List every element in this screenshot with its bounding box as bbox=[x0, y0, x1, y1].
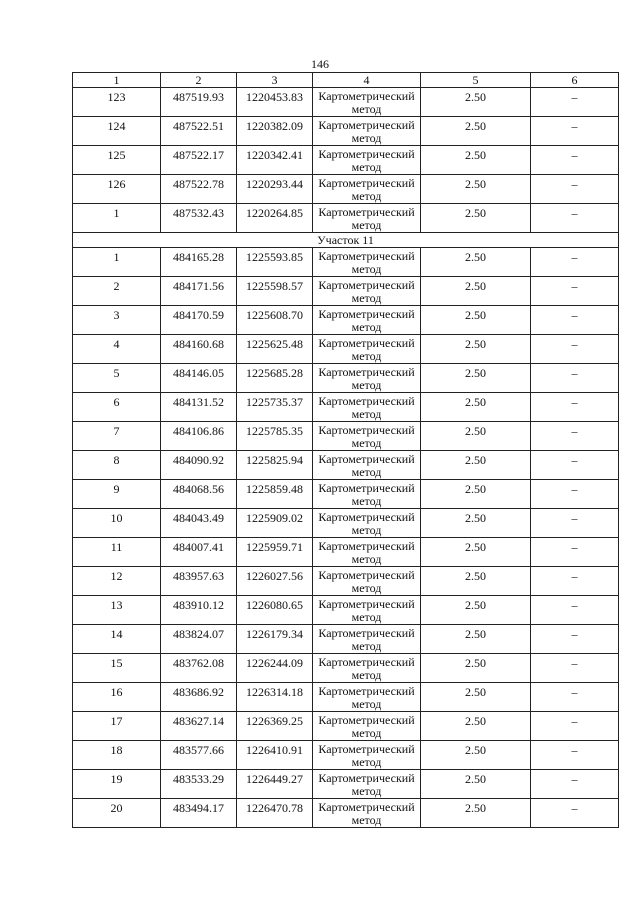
y-coordinate-cell: 1225859.48 bbox=[237, 480, 313, 509]
table-row bbox=[73, 480, 619, 509]
accuracy-cell: 2.50 bbox=[421, 88, 531, 117]
method-cell: Картометрический метод bbox=[313, 117, 421, 146]
x-coordinate-cell: 487522.17 bbox=[161, 146, 237, 175]
y-coordinate-cell: 1226244.09 bbox=[237, 654, 313, 683]
point-number-cell: 15 bbox=[73, 654, 161, 683]
point-number-cell: 123 bbox=[73, 88, 161, 117]
y-coordinate-cell: 1226470.78 bbox=[237, 799, 313, 828]
y-coordinate-cell: 1226027.56 bbox=[237, 567, 313, 596]
y-coordinate-cell: 1226449.27 bbox=[237, 770, 313, 799]
method-cell: Картометрический метод bbox=[313, 451, 421, 480]
point-number-cell: 18 bbox=[73, 741, 161, 770]
table-row bbox=[73, 204, 619, 233]
method-cell: Картометрический метод bbox=[313, 422, 421, 451]
method-cell: Картометрический метод bbox=[313, 146, 421, 175]
point-number-cell: 19 bbox=[73, 770, 161, 799]
y-coordinate-cell: 1220342.41 bbox=[237, 146, 313, 175]
method-cell: Картометрический метод bbox=[313, 204, 421, 233]
method-cell: Картометрический метод bbox=[313, 770, 421, 799]
note-cell: – bbox=[531, 306, 619, 335]
accuracy-cell: 2.50 bbox=[421, 364, 531, 393]
x-coordinate-cell: 483762.08 bbox=[161, 654, 237, 683]
y-coordinate-cell: 1225785.35 bbox=[237, 422, 313, 451]
y-coordinate-cell: 1220264.85 bbox=[237, 204, 313, 233]
point-number-cell: 3 bbox=[73, 306, 161, 335]
table-row bbox=[73, 741, 619, 770]
coordinates-table bbox=[72, 72, 619, 828]
method-cell: Картометрический метод bbox=[313, 712, 421, 741]
y-coordinate-cell: 1225593.85 bbox=[237, 248, 313, 277]
note-cell: – bbox=[531, 277, 619, 306]
note-cell: – bbox=[531, 146, 619, 175]
accuracy-cell: 2.50 bbox=[421, 567, 531, 596]
method-cell: Картометрический метод bbox=[313, 654, 421, 683]
note-cell: – bbox=[531, 451, 619, 480]
point-number-cell: 2 bbox=[73, 277, 161, 306]
y-coordinate-cell: 1225909.02 bbox=[237, 509, 313, 538]
table-row bbox=[73, 117, 619, 146]
table-row bbox=[73, 422, 619, 451]
y-coordinate-cell: 1226369.25 bbox=[237, 712, 313, 741]
accuracy-cell: 2.50 bbox=[421, 146, 531, 175]
point-number-cell: 124 bbox=[73, 117, 161, 146]
table-row bbox=[73, 393, 619, 422]
x-coordinate-cell: 484090.92 bbox=[161, 451, 237, 480]
y-coordinate-cell: 1225608.70 bbox=[237, 306, 313, 335]
accuracy-cell: 2.50 bbox=[421, 306, 531, 335]
method-cell: Картометрический метод bbox=[313, 88, 421, 117]
table-row bbox=[73, 770, 619, 799]
x-coordinate-cell: 483533.29 bbox=[161, 770, 237, 799]
x-coordinate-cell: 484007.41 bbox=[161, 538, 237, 567]
y-coordinate-cell: 1220293.44 bbox=[237, 175, 313, 204]
y-coordinate-cell: 1225598.57 bbox=[237, 277, 313, 306]
note-cell: – bbox=[531, 204, 619, 233]
accuracy-cell: 2.50 bbox=[421, 204, 531, 233]
x-coordinate-cell: 483910.12 bbox=[161, 596, 237, 625]
method-cell: Картометрический метод bbox=[313, 248, 421, 277]
x-coordinate-cell: 484146.05 bbox=[161, 364, 237, 393]
column-header: 6 bbox=[531, 73, 619, 88]
method-cell: Картометрический метод bbox=[313, 335, 421, 364]
x-coordinate-cell: 483494.17 bbox=[161, 799, 237, 828]
table-row bbox=[73, 596, 619, 625]
column-header: 3 bbox=[237, 73, 313, 88]
method-cell: Картометрический метод bbox=[313, 625, 421, 654]
accuracy-cell: 2.50 bbox=[421, 422, 531, 451]
x-coordinate-cell: 484043.49 bbox=[161, 509, 237, 538]
method-cell: Картометрический метод bbox=[313, 393, 421, 422]
y-coordinate-cell: 1226410.91 bbox=[237, 741, 313, 770]
point-number-cell: 9 bbox=[73, 480, 161, 509]
point-number-cell: 8 bbox=[73, 451, 161, 480]
y-coordinate-cell: 1226080.65 bbox=[237, 596, 313, 625]
method-cell: Картометрический метод bbox=[313, 306, 421, 335]
accuracy-cell: 2.50 bbox=[421, 480, 531, 509]
method-cell: Картометрический метод bbox=[313, 538, 421, 567]
table-row bbox=[73, 248, 619, 277]
table-row bbox=[73, 88, 619, 117]
accuracy-cell: 2.50 bbox=[421, 741, 531, 770]
point-number-cell: 125 bbox=[73, 146, 161, 175]
x-coordinate-cell: 487532.43 bbox=[161, 204, 237, 233]
y-coordinate-cell: 1225825.94 bbox=[237, 451, 313, 480]
method-cell: Картометрический метод bbox=[313, 364, 421, 393]
point-number-cell: 16 bbox=[73, 683, 161, 712]
table-row bbox=[73, 335, 619, 364]
accuracy-cell: 2.50 bbox=[421, 683, 531, 712]
table-row bbox=[73, 277, 619, 306]
point-number-cell: 17 bbox=[73, 712, 161, 741]
section-title: Участок 11 bbox=[73, 233, 619, 248]
x-coordinate-cell: 483824.07 bbox=[161, 625, 237, 654]
table-row bbox=[73, 538, 619, 567]
method-cell: Картометрический метод bbox=[313, 799, 421, 828]
page-number: 146 bbox=[311, 57, 329, 71]
accuracy-cell: 2.50 bbox=[421, 277, 531, 306]
accuracy-cell: 2.50 bbox=[421, 596, 531, 625]
table-row bbox=[73, 683, 619, 712]
note-cell: – bbox=[531, 393, 619, 422]
note-cell: – bbox=[531, 799, 619, 828]
point-number-cell: 4 bbox=[73, 335, 161, 364]
point-number-cell: 7 bbox=[73, 422, 161, 451]
accuracy-cell: 2.50 bbox=[421, 712, 531, 741]
table-row bbox=[73, 364, 619, 393]
note-cell: – bbox=[531, 248, 619, 277]
note-cell: – bbox=[531, 364, 619, 393]
note-cell: – bbox=[531, 480, 619, 509]
note-cell: – bbox=[531, 422, 619, 451]
column-header: 4 bbox=[313, 73, 421, 88]
x-coordinate-cell: 484131.52 bbox=[161, 393, 237, 422]
accuracy-cell: 2.50 bbox=[421, 654, 531, 683]
table-row bbox=[73, 625, 619, 654]
x-coordinate-cell: 487519.93 bbox=[161, 88, 237, 117]
point-number-cell: 1 bbox=[73, 248, 161, 277]
y-coordinate-cell: 1225685.28 bbox=[237, 364, 313, 393]
table-row bbox=[73, 712, 619, 741]
method-cell: Картометрический метод bbox=[313, 509, 421, 538]
point-number-cell: 5 bbox=[73, 364, 161, 393]
accuracy-cell: 2.50 bbox=[421, 117, 531, 146]
accuracy-cell: 2.50 bbox=[421, 335, 531, 364]
x-coordinate-cell: 483686.92 bbox=[161, 683, 237, 712]
note-cell: – bbox=[531, 335, 619, 364]
table-header-row bbox=[73, 73, 619, 88]
method-cell: Картометрический метод bbox=[313, 596, 421, 625]
x-coordinate-cell: 487522.78 bbox=[161, 175, 237, 204]
point-number-cell: 1 bbox=[73, 204, 161, 233]
x-coordinate-cell: 483577.66 bbox=[161, 741, 237, 770]
x-coordinate-cell: 484106.86 bbox=[161, 422, 237, 451]
accuracy-cell: 2.50 bbox=[421, 451, 531, 480]
note-cell: – bbox=[531, 741, 619, 770]
note-cell: – bbox=[531, 175, 619, 204]
method-cell: Картометрический метод bbox=[313, 683, 421, 712]
y-coordinate-cell: 1220453.83 bbox=[237, 88, 313, 117]
accuracy-cell: 2.50 bbox=[421, 509, 531, 538]
note-cell: – bbox=[531, 596, 619, 625]
x-coordinate-cell: 483627.14 bbox=[161, 712, 237, 741]
note-cell: – bbox=[531, 88, 619, 117]
y-coordinate-cell: 1225625.48 bbox=[237, 335, 313, 364]
x-coordinate-cell: 484160.68 bbox=[161, 335, 237, 364]
note-cell: – bbox=[531, 509, 619, 538]
note-cell: – bbox=[531, 117, 619, 146]
table-row bbox=[73, 654, 619, 683]
column-header: 1 bbox=[73, 73, 161, 88]
method-cell: Картометрический метод bbox=[313, 480, 421, 509]
table-row bbox=[73, 146, 619, 175]
table-row bbox=[73, 799, 619, 828]
note-cell: – bbox=[531, 654, 619, 683]
point-number-cell: 126 bbox=[73, 175, 161, 204]
accuracy-cell: 2.50 bbox=[421, 799, 531, 828]
table-row bbox=[73, 306, 619, 335]
x-coordinate-cell: 484068.56 bbox=[161, 480, 237, 509]
table-row bbox=[73, 451, 619, 480]
accuracy-cell: 2.50 bbox=[421, 393, 531, 422]
x-coordinate-cell: 484165.28 bbox=[161, 248, 237, 277]
note-cell: – bbox=[531, 625, 619, 654]
table-row bbox=[73, 567, 619, 596]
point-number-cell: 14 bbox=[73, 625, 161, 654]
point-number-cell: 11 bbox=[73, 538, 161, 567]
method-cell: Картометрический метод bbox=[313, 567, 421, 596]
y-coordinate-cell: 1225735.37 bbox=[237, 393, 313, 422]
x-coordinate-cell: 484171.56 bbox=[161, 277, 237, 306]
column-header: 2 bbox=[161, 73, 237, 88]
column-header: 5 bbox=[421, 73, 531, 88]
table-body bbox=[73, 73, 619, 828]
table-row bbox=[73, 509, 619, 538]
table-row bbox=[73, 175, 619, 204]
accuracy-cell: 2.50 bbox=[421, 248, 531, 277]
note-cell: – bbox=[531, 683, 619, 712]
point-number-cell: 20 bbox=[73, 799, 161, 828]
method-cell: Картометрический метод bbox=[313, 741, 421, 770]
note-cell: – bbox=[531, 538, 619, 567]
y-coordinate-cell: 1226179.34 bbox=[237, 625, 313, 654]
y-coordinate-cell: 1226314.18 bbox=[237, 683, 313, 712]
note-cell: – bbox=[531, 567, 619, 596]
section-title-row bbox=[73, 233, 619, 248]
point-number-cell: 13 bbox=[73, 596, 161, 625]
x-coordinate-cell: 483957.63 bbox=[161, 567, 237, 596]
y-coordinate-cell: 1225959.71 bbox=[237, 538, 313, 567]
point-number-cell: 10 bbox=[73, 509, 161, 538]
note-cell: – bbox=[531, 712, 619, 741]
accuracy-cell: 2.50 bbox=[421, 625, 531, 654]
method-cell: Картометрический метод bbox=[313, 175, 421, 204]
accuracy-cell: 2.50 bbox=[421, 175, 531, 204]
accuracy-cell: 2.50 bbox=[421, 538, 531, 567]
y-coordinate-cell: 1220382.09 bbox=[237, 117, 313, 146]
method-cell: Картометрический метод bbox=[313, 277, 421, 306]
point-number-cell: 6 bbox=[73, 393, 161, 422]
accuracy-cell: 2.50 bbox=[421, 770, 531, 799]
x-coordinate-cell: 487522.51 bbox=[161, 117, 237, 146]
x-coordinate-cell: 484170.59 bbox=[161, 306, 237, 335]
note-cell: – bbox=[531, 770, 619, 799]
point-number-cell: 12 bbox=[73, 567, 161, 596]
